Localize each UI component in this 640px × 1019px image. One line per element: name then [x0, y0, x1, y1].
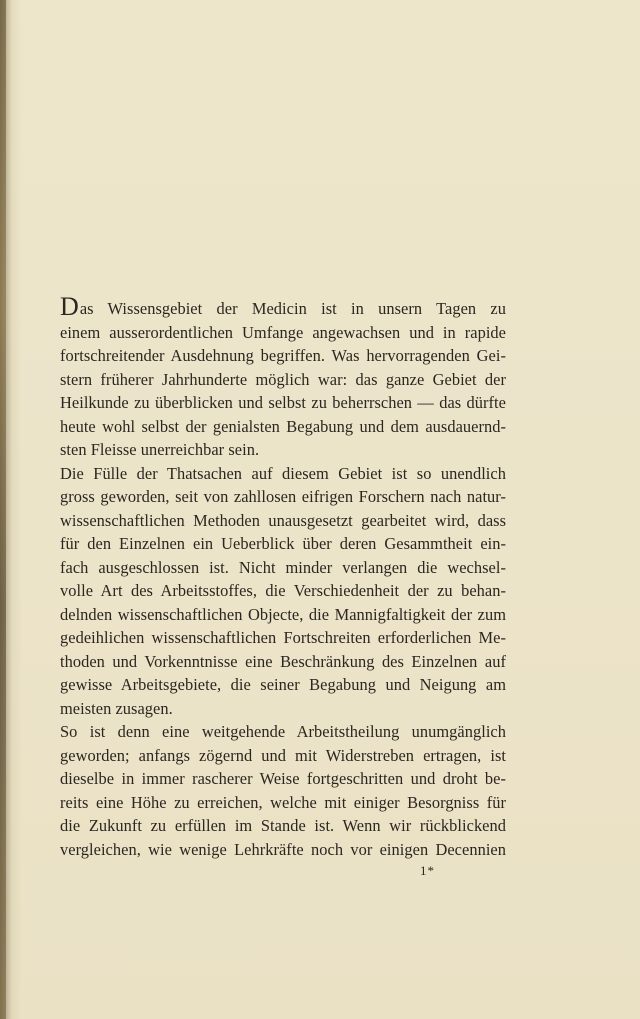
text-line-12: fach ausgeschlossen ist. Nicht minder verlangen die wechsel-	[60, 557, 506, 577]
text-line-14: delnden wissenschaftlichen Objecte, die Mannigfaltigkeit der zum	[60, 604, 506, 624]
body-text	[60, 292, 506, 861]
text-line-7: sten Fleisse unerreichbar sein.	[60, 440, 260, 459]
text-line-23: die Zukunft zu erfüllen im Stande ist. Wenn wir rückblickend	[60, 816, 506, 835]
text-line-11: für den Einzelnen ein Ueberblick über deren Gesammtheit ein-	[60, 534, 506, 553]
text-line-19: So ist denn eine weitgehende Arbeitstheilung unumgänglich	[60, 722, 506, 741]
text-line-4: stern früherer Jahrhunderte möglich war: das ganze Gebiet der	[60, 369, 506, 389]
text-line-24: vergleichen, wie wenige Lehrkräfte noch vor einigen Decennien	[60, 839, 506, 859]
text-line-1: Das Wissensgebiet der Medicin ist in unsern Tagen zu	[60, 292, 506, 321]
text-line-3: fortschreitender Ausdehnung begriffen. Was hervorragenden Gei-	[60, 346, 506, 365]
text-line-5: Heilkunde zu überblicken und selbst zu beherrschen — das dürfte	[60, 393, 506, 412]
signature-mark: 1*	[420, 863, 435, 878]
text-line-9: gross geworden, seit von zahllosen eifrigen Forschern nach natur-	[60, 487, 506, 506]
text-line-16: thoden und Vorkenntnisse eine Beschränkung des Einzelnen auf	[60, 651, 506, 671]
text-line-8: Die Fülle der Thatsachen auf diesem Gebiet ist so unendlich	[60, 463, 506, 483]
text-line-2: einem ausserordentlichen Umfange angewachsen und in rapide	[60, 322, 506, 342]
text-line-6: heute wohl selbst der genialsten Begabung und dem ausdauernd-	[60, 416, 506, 436]
book-spine-shadow	[0, 0, 6, 1019]
text-line-15: gedeihlichen wissenschaftlichen Fortschreiten erforderlichen Me-	[60, 628, 506, 647]
text-line-21: dieselbe in immer rascherer Weise fortgeschritten und droht be-	[60, 769, 506, 788]
text-line-22: reits eine Höhe zu erreichen, welche mit einiger Besorgniss für	[60, 792, 506, 812]
text-line-20: geworden; anfangs zögernd und mit Widerstreben ertragen, ist	[60, 745, 506, 765]
text-line-18: meisten zusagen.	[60, 698, 173, 718]
initial-letter: D	[60, 292, 79, 321]
text-line-17: gewisse Arbeitsgebiete, die seiner Begabung und Neigung am	[60, 675, 506, 694]
text-line-10: wissenschaftlichen Methoden unausgesetzt gearbeitet wird, dass	[60, 510, 506, 530]
text-line-13: volle Art des Arbeitsstoffes, die Verschiedenheit der zu behan-	[60, 581, 506, 600]
